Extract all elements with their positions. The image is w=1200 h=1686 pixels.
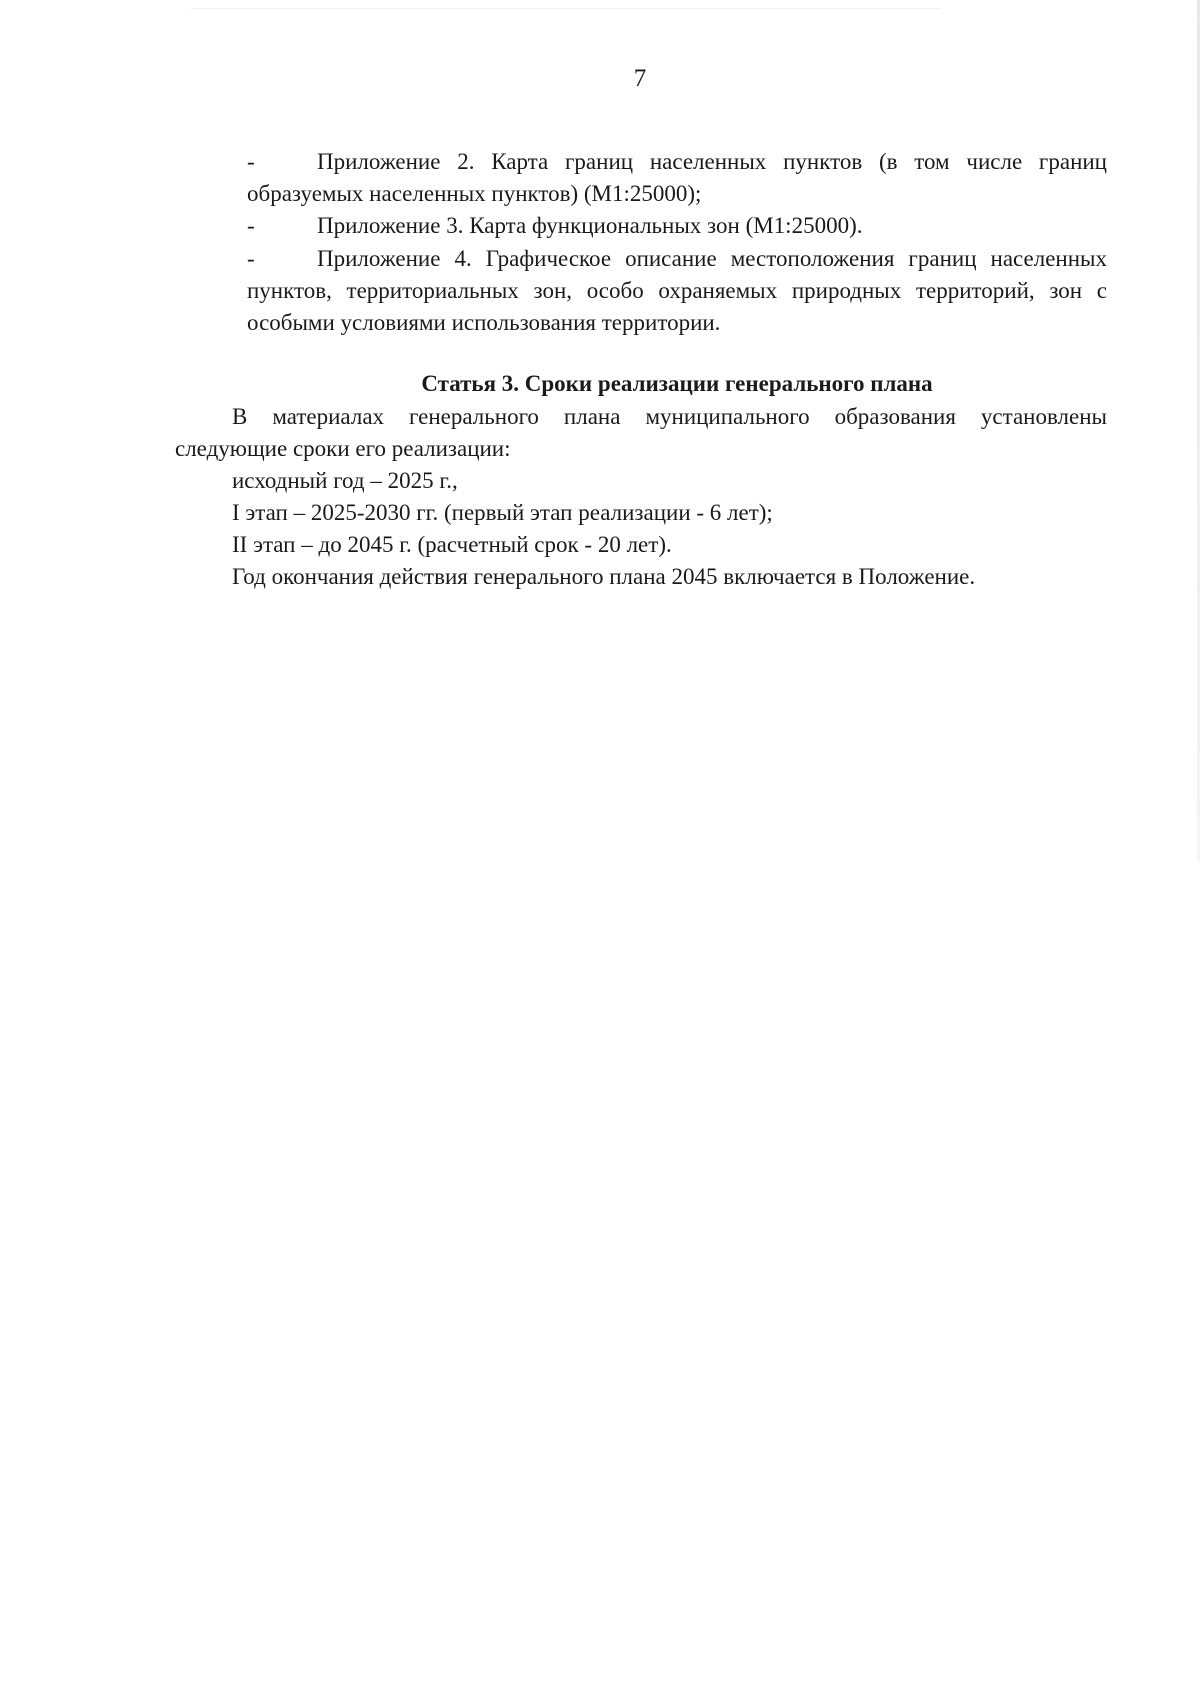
term-line-stage-1: I этап – 2025-2030 гг. (первый этап реализации - 6 лет); (232, 500, 773, 525)
appendix-item (247, 146, 1107, 210)
appendix-text-continuation: пунктов, территориальных зон, особо охраняемых природных территорий, зон с (247, 278, 1107, 303)
term-line-base-year: исходный год – 2025 г., (232, 468, 458, 493)
appendix-item (247, 243, 1107, 339)
scan-border-top (190, 8, 940, 9)
appendix-text: Приложение 3. Карта функциональных зон (М1:25000). (317, 213, 863, 238)
list-dash: - (247, 246, 255, 271)
list-dash: - (247, 213, 255, 238)
appendix-text-continuation: особыми условиями использования территории. (247, 310, 721, 335)
list-dash: - (247, 149, 255, 174)
appendix-text-start: Приложение 2. Карта границ населенных пунктов (в том числе границ (317, 149, 1107, 174)
page-number: 7 (633, 65, 647, 92)
article-intro-text: В материалах генерального плана муниципального образования установлены следующие сроки его реализации: (175, 404, 1107, 461)
appendix-item (247, 210, 1107, 242)
article-intro-paragraph (175, 401, 1107, 465)
appendix-text-start: Приложение 4. Графическое описание местоположения границ населенных (317, 246, 1107, 271)
term-line-end-year: Год окончания действия генерального плана 2045 включается в Положение. (232, 564, 976, 589)
term-line-stage-2: II этап – до 2045 г. (расчетный срок - 20 лет). (232, 532, 672, 557)
appendix-text-continuation: образуемых населенных пунктов) (М1:25000); (247, 181, 702, 206)
article-heading: Статья 3. Сроки реализации генерального плана (421, 371, 933, 396)
